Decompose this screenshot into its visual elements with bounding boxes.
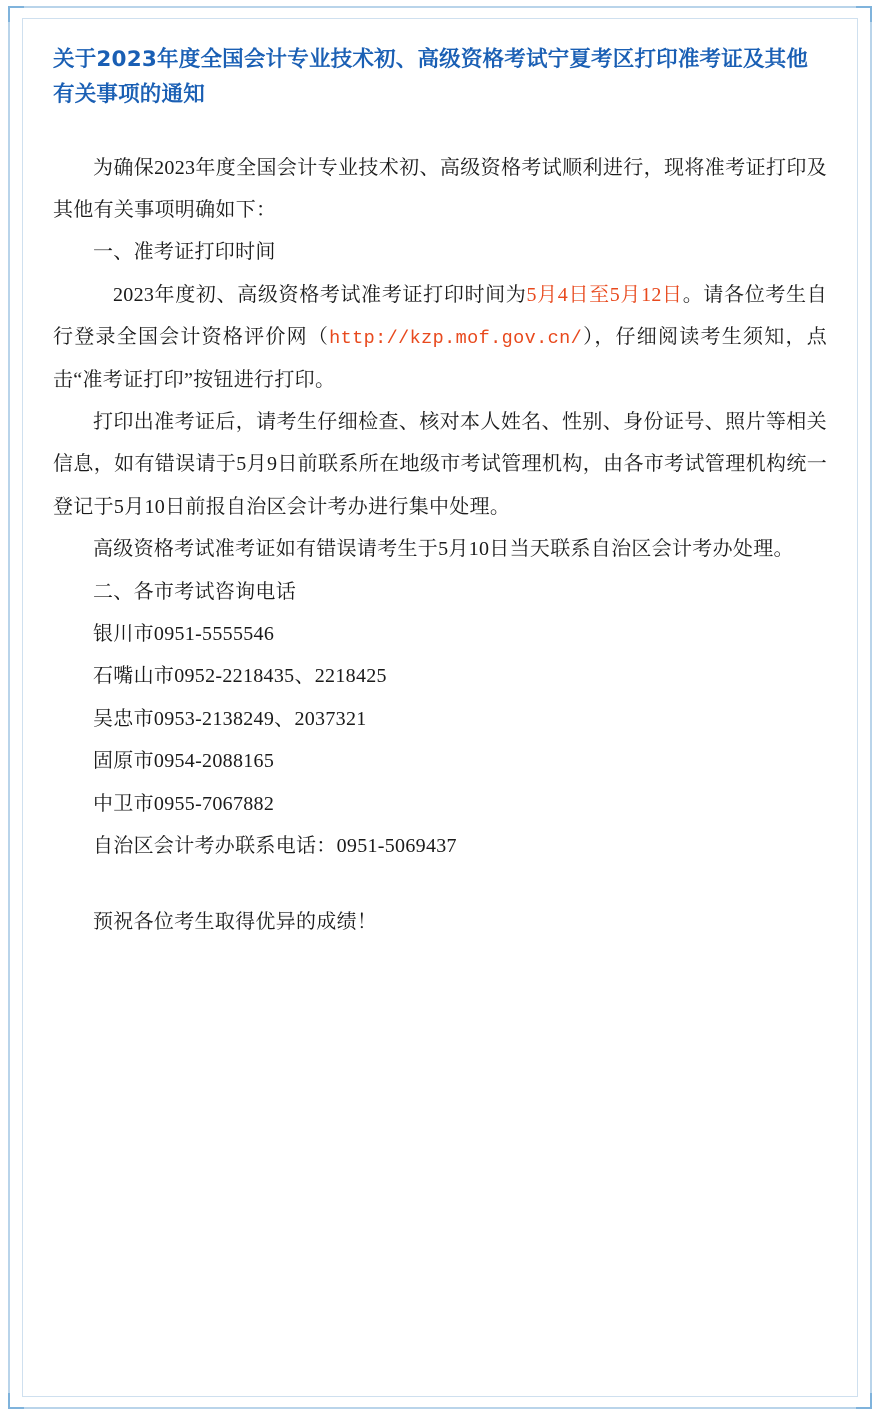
print-time-prefix: 2023年度初、高级资格考试准考证打印时间为 — [113, 283, 527, 306]
print-time-highlight: 5月4日至5月12日 — [526, 283, 683, 306]
decorative-inner-border — [22, 18, 858, 1397]
document-content — [35, 29, 845, 1386]
print-time-suffix: ），仔细阅读考生须知，点击“准考证打印”按钮进行打印。 — [53, 326, 827, 391]
list-item: 吴忠市0953-2138249、2037321 — [93, 707, 367, 730]
paragraph-spacer — [53, 867, 827, 901]
print-time-paragraph — [53, 274, 827, 401]
list-item: 自治区会计考办联系电话：0951-5069437 — [93, 834, 457, 857]
list-item: 中卫市0955-7067882 — [93, 792, 275, 815]
section-two-heading: 二、各市考试咨询电话 — [93, 580, 296, 603]
corner-ornament-bottom-right — [856, 1393, 872, 1409]
section-one-heading: 一、准考证打印时间 — [93, 241, 276, 264]
print-time-middle: 。请各位考生自行登录全国会计资格评价网（ — [53, 283, 828, 349]
intro-paragraph: 为确保2023年度全国会计专业技术初、高级资格考试顺利进行，现将准考证打印及其他有关事项明确如下： — [53, 156, 827, 222]
list-item: 石嘴山市0952-2218435、2218425 — [93, 665, 387, 688]
list-item: 固原市0954-2088165 — [93, 750, 275, 773]
corner-ornament-top-right — [856, 6, 872, 22]
advanced-note-paragraph: 高级资格考试准考证如有错误请考生于5月10日当天联系自治区会计考办处理。 — [93, 538, 794, 561]
registration-site-link[interactable]: http://kzp.mof.gov.cn/ — [329, 328, 583, 350]
page-title: 关于2023年度全国会计专业技术初、高级资格考试宁夏考区打印准考证及其他有关事项的通知 — [53, 47, 809, 107]
document-body — [53, 147, 827, 944]
list-item: 银川市0951-5555546 — [93, 622, 275, 645]
check-info-paragraph: 打印出准考证后，请考生仔细检查、核对本人姓名、性别、身份证号、照片等相关信息，如有错误请于5月9日前联系所在地级市考试管理机构，由各市考试管理机构统一登记于5月10日前报自治区会计考办进行集中处理。 — [53, 411, 827, 518]
closing-paragraph: 预祝各位考生取得优异的成绩！ — [93, 911, 378, 934]
